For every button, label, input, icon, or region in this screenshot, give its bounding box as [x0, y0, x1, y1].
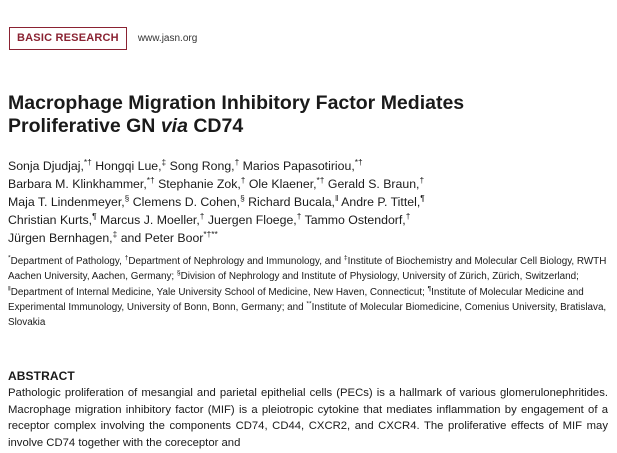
- affiliation-text: Department of Pathology,: [10, 256, 125, 267]
- affiliation-mark: ‡: [343, 254, 348, 262]
- author-affiliation-mark: †: [419, 174, 425, 185]
- author-affiliation-mark: †: [234, 156, 240, 167]
- affiliation-mark: ‖: [8, 285, 11, 293]
- author-affiliation-mark: †: [296, 210, 302, 221]
- title-line-2-italic: via: [160, 115, 188, 137]
- author-affiliation-mark: ‡: [161, 156, 167, 167]
- author-affiliation-mark: *†**: [203, 228, 218, 239]
- author-affiliation-mark: ¶: [420, 192, 425, 203]
- author-affiliation-mark: ‖: [334, 192, 339, 203]
- affiliation-mark: **: [306, 300, 312, 308]
- author-name: Stephanie Zok,: [158, 177, 241, 191]
- affiliation-text: Institute of Molecular Biomedicine, Comenius University, Bratislava, Slovakia: [8, 301, 607, 329]
- author-name: Song Rong,: [169, 159, 235, 173]
- title-line-2-start: Proliferative GN: [8, 115, 161, 137]
- affiliation-mark: ¶: [427, 285, 432, 293]
- author-affiliation-mark: *†: [354, 156, 363, 167]
- affiliation-text: Institute of Molecular Medicine and Experimental Immunology, University of Bonn, Bonn, Germany; and: [8, 286, 584, 313]
- affiliation-text: Department of Nephrology and Immunology, and: [128, 256, 344, 267]
- author-name: Gerald S. Braun,: [327, 177, 420, 191]
- author-affiliation-mark: §: [240, 192, 245, 203]
- affiliation-text: Division of Nephrology and Institute of Physiology, University of Zürich, Zürich, Switzerland;: [180, 271, 579, 283]
- author-name: Barbara M. Klinkhammer,: [8, 177, 147, 191]
- affiliation-mark: §: [176, 270, 181, 277]
- author-affiliation-mark: §: [124, 192, 130, 203]
- affiliations: [8, 254, 608, 330]
- affiliation-text: Institute of Biochemistry and Molecular Cell Biology, RWTH Aachen University, Aachen, Germany;: [8, 256, 607, 283]
- title-line-1: Macrophage Migration Inhibitory Factor Mediates: [8, 92, 465, 114]
- author-name: Juergen Floege,: [207, 213, 297, 227]
- author-name: Marios Papasotiriou,: [242, 159, 355, 173]
- section-badge: BASIC RESEARCH: [9, 27, 127, 50]
- affiliation-mark: †: [124, 254, 129, 262]
- article-header: [9, 26, 197, 50]
- author-name: Richard Bucala,: [248, 195, 335, 209]
- author-affiliation-mark: ‡: [112, 228, 118, 239]
- author-name: Clemens D. Cohen,: [132, 195, 241, 209]
- title-line-2-end: CD74: [187, 115, 244, 137]
- author-name: Hongqi Lue,: [95, 159, 162, 173]
- author-affiliation-mark: ¶: [92, 210, 97, 221]
- author-name: Maja T. Lindenmeyer,: [8, 195, 125, 209]
- journal-url[interactable]: www.jasn.org: [137, 32, 198, 44]
- abstract-heading: ABSTRACT: [8, 369, 75, 383]
- author-name: Ole Klaener,: [248, 177, 317, 191]
- author-affiliation-mark: †: [199, 210, 205, 221]
- author-affiliation-mark: *†: [146, 174, 155, 185]
- author-name: Andre P. Tittel,: [341, 195, 421, 209]
- author-name: Jürgen Bernhagen,: [8, 231, 113, 245]
- author-name: Sonja Djudjaj,: [8, 159, 84, 173]
- affiliation-text: Department of Internal Medicine, Yale University School of Medicine, New Haven, Connecticut;: [10, 286, 428, 298]
- author-name: and Peter Boor: [120, 231, 204, 245]
- affiliation-mark: *: [8, 254, 11, 262]
- author-affiliation-mark: †: [240, 174, 246, 185]
- author-name: Tammo Ostendorf,: [304, 213, 406, 227]
- author-affiliation-mark: *†: [83, 156, 92, 167]
- abstract-text: Pathologic proliferation of mesangial and parietal epithelial cells (PECs) is a hallmark of various glomerulonephritides. Macrophage migration inhibitory factor (MIF) is a pleiotropic cytokine that mediates inflammation by engagement of a receptor complex involving the components CD74, CD44, CXCR2, and CXCR4. The proliferative effects of MIF may involve CD74 together with the coreceptor and: [8, 387, 608, 449]
- article-title: [8, 92, 608, 138]
- author-affiliation-mark: †: [405, 210, 411, 221]
- author-name: Christian Kurts,: [8, 213, 93, 227]
- author-list: [8, 157, 608, 247]
- author-name: Marcus J. Moeller,: [99, 213, 200, 227]
- author-affiliation-mark: *†: [316, 174, 325, 185]
